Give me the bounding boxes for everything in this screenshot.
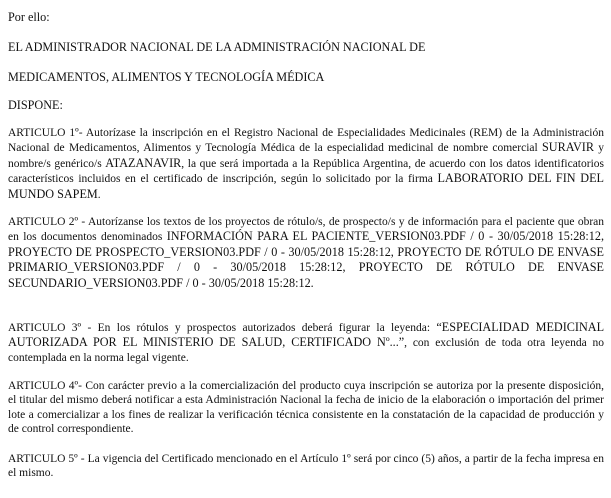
authority-line-1: EL ADMINISTRADOR NACIONAL DE LA ADMINISTRACIÓN NACIONAL DE [8,40,426,54]
article-2-label: ARTICULO 2º - [8,216,86,228]
intro-text: Por ello: [8,10,50,24]
article-3-label: ARTICULO 3º - [8,322,92,334]
article-1-generic-name: ATAZANAVIR [105,155,182,170]
article-1-company: LABORATORIO DEL FIN DEL MUNDO SAPEM [8,171,604,201]
article-3 [8,320,604,365]
dispone-heading: DISPONE: [8,98,63,112]
article-4-text: Con carácter previo a la comercialización del producto cuya inscripción se autoriza por la presente disposición, el titular del mismo deberá notificar a esta Administración Nacional la fecha de inicio de la elaboración o importación del primer lote a comercializar a los fines de realizar la verificación técnica consistente en la constatación de la capacidad de producción y de control correspondiente. [8,380,605,436]
article-5 [8,452,604,481]
article-1-text-4: . [97,188,101,201]
article-4 [8,379,604,437]
article-2-documents: INFORMACIÓN PARA EL PACIENTE_VERSION03.PDF / 0 - 30/05/2018 15:28:12, PROYECTO DE PROSPECTO_VERSION03.PDF / 0 - 30/05/2018 15:28:12, PROYECTO DE RÓTULO DE ENVASE PRIMARIO_VERSION03.PDF / 0 - 30/05/2018 15:28:12, PROYECTO DE RÓTULO DE ENVASE SECUNDARIO_VERSION03.PDF / 0 - 30/05/2018 15:28:12. [8,229,605,290]
article-2 [8,215,604,291]
article-1-text: Autorízase la inscripción en el Registro Nacional de Especialidades Medicinales (REM) de la Administración Nacional de Medicamentos, Alimentos y Tecnología Médica de la especialidad medicinal de nombre comercial [8,127,605,155]
article-1 [8,126,604,202]
article-3-text-2: , con exclusión de toda otra leyenda no contemplada en la norma legal vigente. [8,337,604,364]
article-5-label: ARTICULO 5º - [8,453,85,465]
article-1-label: ARTICULO 1º- [8,127,83,139]
article-4-label: ARTICULO 4º- [8,380,82,392]
article-3-legend: “ESPECIALIDAD MEDICINAL AUTORIZADA POR EL MINISTERIO DE SALUD, CERTIFICADO Nº...” [8,320,605,350]
article-1-text-3: , la que será importada a la República Argentina, de acuerdo con los datos identificatorios característicos incluidos en el certificado de inscripción, según lo solicitado por la firma [8,157,605,186]
article-2-text: Autorízanse los textos de los proyectos de rótulo/s, de prospecto/s y de información para el paciente que obran en los documentos denominados [8,216,605,244]
authority-line-2: MEDICAMENTOS, ALIMENTOS Y TECNOLOGÍA MÉDICA [8,70,325,84]
article-1-commercial-name: SURAVIR [542,140,594,155]
article-5-text: La vigencia del Certificado mencionado en el Artículo 1º será por cinco (5) años, a partir de la fecha impresa en el mismo. [8,453,605,480]
article-1-text-2: y nombre/s genérico/s [8,142,605,170]
article-3-text: En los rótulos y prospectos autorizados deberá figurar la leyenda: [97,322,431,334]
